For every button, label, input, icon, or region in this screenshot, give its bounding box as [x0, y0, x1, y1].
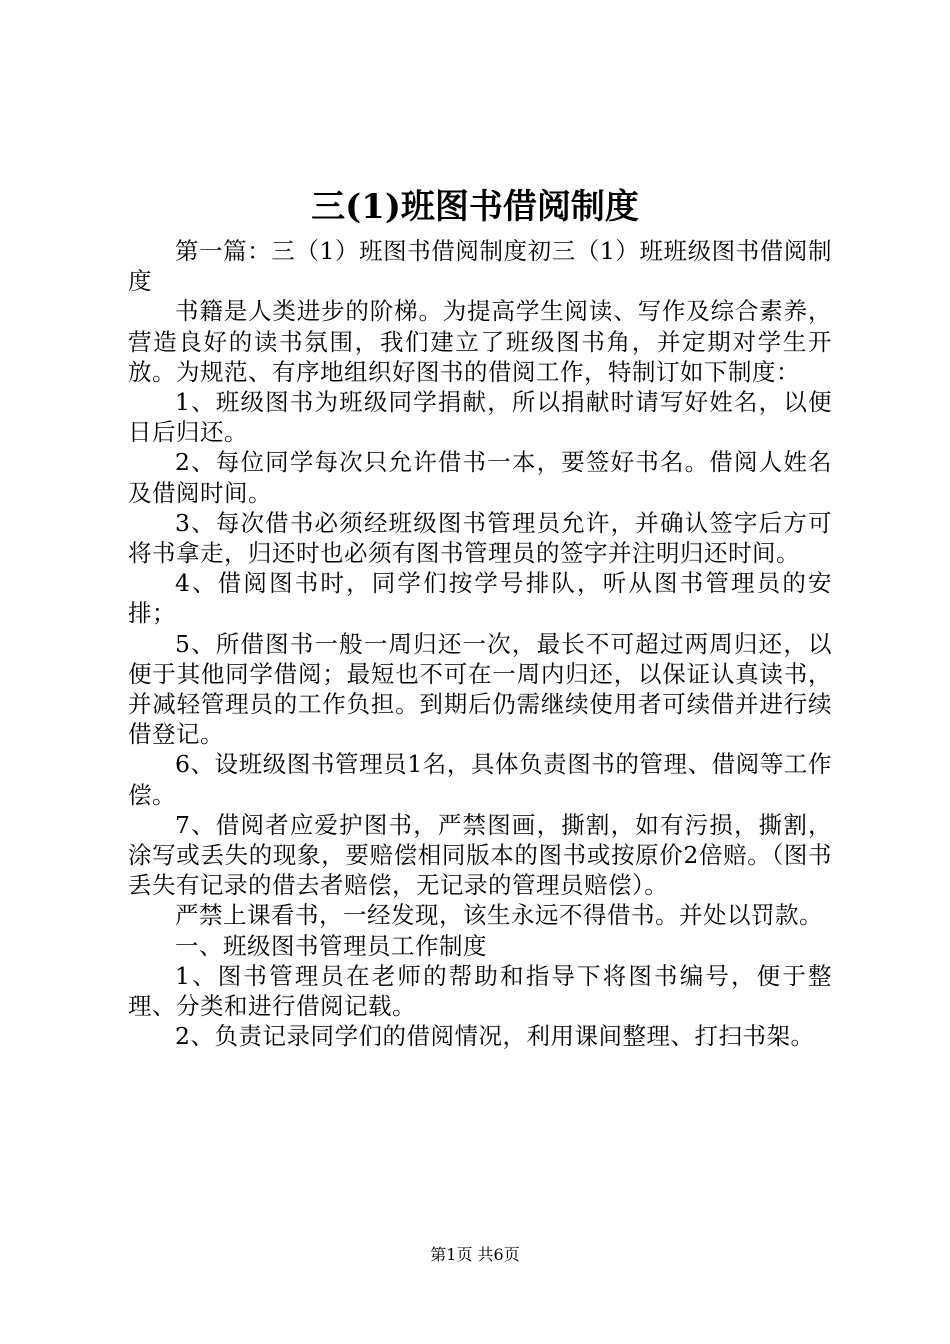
document-body	[128, 236, 832, 1051]
page-title: 三(1)班图书借阅制度	[311, 187, 639, 227]
section-heading-librarian: 一、班级图书管理员工作制度	[175, 931, 487, 960]
paragraph-librarian-2: 2、负责记录同学们的借阅情况，利用课间整理、打扫书架。	[175, 1022, 815, 1051]
paragraph-rule-4: 4、借阅图书时，同学们按学号排队，听从图书管理员的安排；	[128, 569, 832, 628]
paragraph-librarian-1: 1、图书管理员在老师的帮助和指导下将图书编号，便于整理、分类和进行借阅记载。	[128, 961, 832, 1021]
paragraph-rule-1: 1、班级图书为班级同学捐献，所以捐献时请写好姓名，以便日后归还。	[128, 388, 832, 447]
paragraph-rule-3: 3、每次借书必须经班级图书管理员允许，并确认签字后方可将书拿走，归还时也必须有图书管理员的签字并注明归还时间。	[128, 508, 832, 568]
paragraph-preface: 书籍是人类进步的阶梯。为提高学生阅读、写作及综合素养，营造良好的读书氛围，我们建立了班级图书角，并定期对学生开放。为规范、有序地组织好图书的借阅工作，特制订如下制度：	[128, 297, 832, 386]
paragraph-intro-heading: 第一篇：三（1）班图书借阅制度初三（1）班班级图书借阅制度	[128, 237, 832, 296]
paragraph-rule-5: 5、所借图书一般一周归还一次，最长不可超过两周归还，以便于其他同学借阅；最短也不可在一周内归还，以保证认真读书，并减轻管理员的工作负担。到期后仍需继续使用者可续借并进行续借登记。	[128, 629, 832, 749]
paragraph-rule-2: 2、每位同学每次只允许借书一本，要签好书名。借阅人姓名及借阅时间。	[128, 448, 832, 507]
paragraph-rule-6: 6、设班级图书管理员1名，具体负责图书的管理、借阅等工作偿。	[128, 750, 832, 809]
paragraph-prohibition: 严禁上课看书，一经发现，该生永远不得借书。并处以罚款。	[175, 901, 823, 930]
page-footer: 第1页 共6页	[430, 1245, 520, 1264]
paragraph-rule-7: 7、借阅者应爱护图书，严禁图画，撕割，如有污损，撕割，涂写或丢失的现象，要赔偿相同版本的图书或按原价2倍赔。（图书丢失有记录的借去者赔偿，无记录的管理员赔偿）。	[128, 810, 832, 900]
